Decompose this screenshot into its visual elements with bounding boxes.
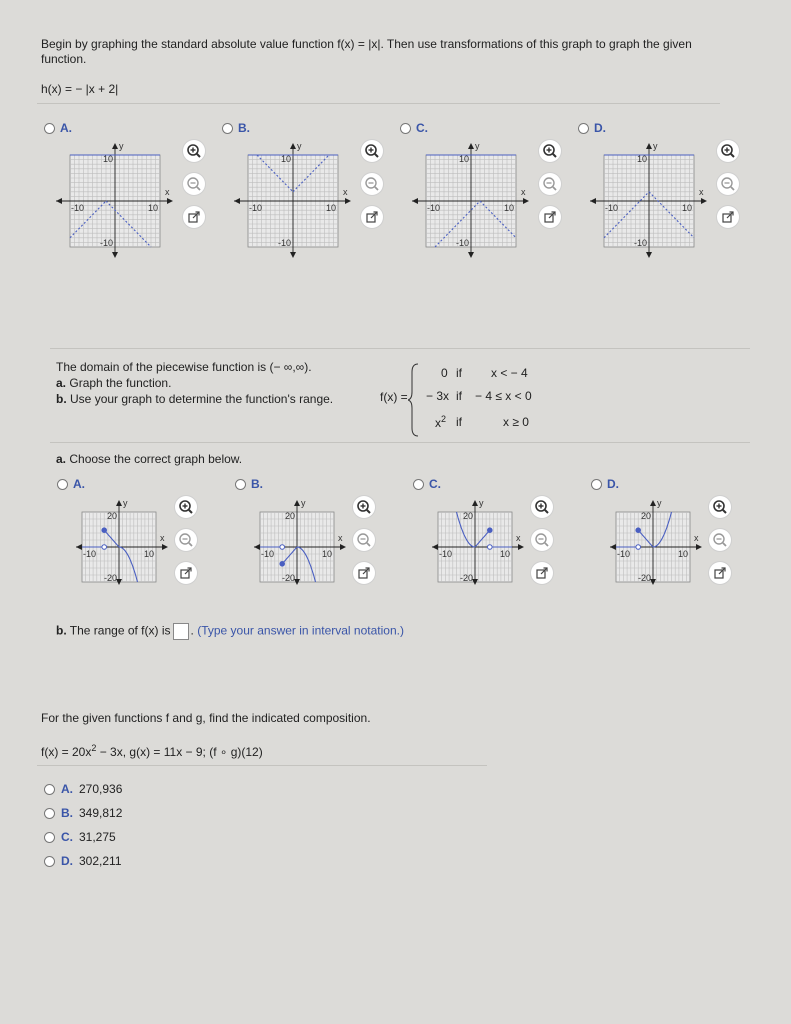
x-axis-arrow-left	[76, 544, 82, 550]
x-axis-label: x	[160, 533, 165, 543]
open-new-window-button[interactable]	[183, 206, 205, 228]
x-axis-arrow-left	[432, 544, 438, 550]
radio-button[interactable]	[44, 832, 55, 843]
q1-instruction-cont: function.	[41, 52, 87, 66]
x-axis-arrow-left	[610, 544, 616, 550]
q2-part-a: a. Graph the function.	[56, 376, 172, 390]
zoom-in-icon	[183, 140, 205, 162]
x-tick-label: 10	[147, 203, 158, 213]
divider	[50, 348, 750, 349]
radio-button[interactable]	[413, 479, 424, 490]
x-tick-label: -10	[249, 203, 263, 213]
x-tick-label: 10	[325, 203, 336, 213]
open-new-window-button[interactable]	[717, 206, 739, 228]
answer-option-a[interactable]	[44, 782, 122, 796]
zoom-in-icon	[717, 140, 739, 162]
x-tick-label: -10	[71, 203, 85, 213]
open-point	[280, 545, 285, 550]
y-axis-arrow-up	[472, 500, 478, 506]
piece-3-if: if	[456, 415, 462, 429]
zoom-in-button[interactable]	[531, 496, 553, 518]
x-tick-label: -10	[427, 203, 441, 213]
open-new-window-icon	[361, 206, 383, 228]
zoom-in-button[interactable]	[183, 140, 205, 162]
x-tick-label: -10	[617, 549, 631, 559]
option-b-radio[interactable]	[222, 121, 250, 135]
y-tick-label: 10	[458, 154, 469, 164]
zoom-in-button[interactable]	[717, 140, 739, 162]
zoom-out-icon	[709, 529, 731, 551]
radio-button[interactable]	[578, 123, 589, 134]
option-label: C.	[61, 830, 73, 844]
graph-svg	[72, 495, 172, 590]
zoom-out-icon	[353, 529, 375, 551]
graph-option-a	[72, 495, 172, 593]
graph-option-a	[52, 138, 177, 266]
graph-option-c	[428, 495, 528, 593]
x-axis-arrow-right	[696, 544, 702, 550]
closed-point	[280, 562, 285, 567]
option-d-radio[interactable]	[578, 121, 606, 135]
option-c-radio[interactable]	[413, 477, 441, 491]
option-label: C.	[429, 477, 441, 491]
open-point	[102, 545, 107, 550]
y-tick-label: 20	[462, 511, 473, 521]
option-label: D.	[607, 477, 619, 491]
zoom-in-icon	[175, 496, 197, 518]
option-label: D.	[61, 854, 73, 868]
closed-point	[102, 528, 107, 533]
radio-button[interactable]	[222, 123, 233, 134]
y-axis-label: y	[119, 141, 124, 151]
x-axis-arrow-left	[234, 198, 240, 204]
piece-1-cond: x < − 4	[491, 366, 528, 380]
open-new-window-icon	[353, 562, 375, 584]
y-tick-label: 20	[284, 511, 295, 521]
zoom-out-icon	[361, 173, 383, 195]
graph-svg	[52, 138, 177, 263]
x-axis-arrow-left	[590, 198, 596, 204]
open-point	[488, 545, 493, 550]
option-a-radio[interactable]	[44, 121, 72, 135]
range-hint: (Type your answer in interval notation.)	[197, 623, 404, 638]
range-answer-input[interactable]	[173, 623, 189, 640]
radio-button[interactable]	[44, 784, 55, 795]
zoom-out-button[interactable]	[175, 529, 197, 551]
answer-option-c[interactable]	[44, 830, 116, 844]
open-new-window-icon	[183, 206, 205, 228]
x-axis-arrow-left	[254, 544, 260, 550]
graph-svg	[606, 495, 706, 590]
closed-point	[488, 528, 493, 533]
x-axis-label: x	[338, 533, 343, 543]
y-axis-label: y	[653, 141, 658, 151]
zoom-in-button[interactable]	[361, 140, 383, 162]
zoom-out-button[interactable]	[717, 173, 739, 195]
x-axis-arrow-right	[518, 544, 524, 550]
x-axis-arrow-right	[162, 544, 168, 550]
radio-button[interactable]	[44, 856, 55, 867]
zoom-out-button[interactable]	[539, 173, 561, 195]
option-value: 349,812	[79, 806, 123, 820]
y-axis-arrow-up	[112, 143, 118, 149]
piece-1-if: if	[456, 366, 462, 380]
divider	[37, 765, 487, 766]
graph-svg	[586, 138, 711, 263]
graph-option-c	[408, 138, 533, 266]
zoom-out-button[interactable]	[709, 529, 731, 551]
x-tick-label: 10	[677, 549, 688, 559]
y-axis-arrow-up	[468, 143, 474, 149]
zoom-out-icon	[539, 173, 561, 195]
graph-option-d	[606, 495, 706, 593]
option-label: A.	[61, 782, 73, 796]
option-value: 302,211	[79, 854, 122, 868]
option-c-radio[interactable]	[400, 121, 428, 135]
zoom-out-icon	[717, 173, 739, 195]
x-axis-arrow-left	[412, 198, 418, 204]
y-axis-arrow-down	[468, 252, 474, 258]
radio-button[interactable]	[400, 123, 411, 134]
open-new-window-icon	[531, 562, 553, 584]
open-new-window-button[interactable]	[353, 562, 375, 584]
open-new-window-icon	[709, 562, 731, 584]
zoom-out-icon	[183, 173, 205, 195]
zoom-in-icon	[353, 496, 375, 518]
y-axis-arrow-up	[646, 143, 652, 149]
q2-range-prompt: b. The range of f(x) is . (Type your answer in interval notation.)	[56, 623, 404, 640]
option-value: 270,936	[79, 782, 123, 796]
x-axis-label: x	[521, 187, 526, 197]
radio-button[interactable]	[235, 479, 246, 490]
y-axis-arrow-down	[290, 252, 296, 258]
option-label: B.	[251, 477, 263, 491]
zoom-out-button[interactable]	[361, 173, 383, 195]
y-tick-label: -10	[455, 238, 469, 248]
x-tick-label: 10	[681, 203, 692, 213]
q3-functions: $f(x) = 20x^2 - 3x$, g(x) = 11x − 9; (f ∘ g)(12)	[41, 743, 263, 759]
radio-button[interactable]	[44, 808, 55, 819]
y-axis-arrow-down	[112, 252, 118, 258]
answer-option-d[interactable]	[44, 854, 122, 868]
y-tick-label: 20	[106, 511, 117, 521]
x-axis-arrow-right	[340, 544, 346, 550]
piece-2-cond: − 4 ≤ x < 0	[475, 389, 532, 403]
graph-option-b	[230, 138, 355, 266]
y-axis-arrow-up	[290, 143, 296, 149]
graph-svg	[408, 138, 533, 263]
x-axis-label: x	[165, 187, 170, 197]
x-tick-label: -10	[605, 203, 619, 213]
graph-svg	[428, 495, 528, 590]
q2-part-b: b. Use your graph to determine the function's range.	[56, 392, 334, 406]
piecewise-brace	[408, 362, 420, 438]
y-tick-label: -10	[277, 238, 291, 248]
piece-3-cond: x ≥ 0	[503, 415, 529, 429]
y-axis-label: y	[301, 498, 306, 508]
open-new-window-icon	[539, 206, 561, 228]
y-tick-label: -20	[459, 573, 473, 583]
option-b-radio[interactable]	[235, 477, 263, 491]
y-axis-label: y	[123, 498, 128, 508]
graph-svg	[250, 495, 350, 590]
y-axis-label: y	[475, 141, 480, 151]
x-tick-label: -10	[439, 549, 453, 559]
x-tick-label: 10	[143, 549, 154, 559]
y-axis-label: y	[297, 141, 302, 151]
zoom-in-button[interactable]	[539, 140, 561, 162]
zoom-in-icon	[709, 496, 731, 518]
divider	[37, 103, 720, 104]
option-d-radio[interactable]	[591, 477, 619, 491]
option-label: D.	[594, 121, 606, 135]
option-a-radio[interactable]	[57, 477, 85, 491]
zoom-in-button[interactable]	[175, 496, 197, 518]
open-new-window-icon	[175, 562, 197, 584]
piece-2-expr: − 3x	[426, 389, 450, 403]
option-value: 31,275	[79, 830, 116, 844]
zoom-out-icon	[175, 529, 197, 551]
option-label: C.	[416, 121, 428, 135]
y-tick-label: -20	[281, 573, 295, 583]
y-axis-arrow-up	[116, 500, 122, 506]
y-tick-label: 10	[280, 154, 291, 164]
x-tick-label: -10	[83, 549, 97, 559]
piece-3-expr: $x^2$	[435, 414, 447, 430]
graph-option-b	[250, 495, 350, 593]
divider	[50, 442, 750, 443]
x-axis-label: x	[343, 187, 348, 197]
y-tick-label: -20	[103, 573, 117, 583]
x-axis-label: x	[694, 533, 699, 543]
x-tick-label: 10	[503, 203, 514, 213]
q2-choose-prompt: a. Choose the correct graph below.	[56, 452, 243, 466]
zoom-out-button[interactable]	[531, 529, 553, 551]
x-axis-label: x	[516, 533, 521, 543]
open-new-window-button[interactable]	[539, 206, 561, 228]
y-axis-arrow-up	[650, 500, 656, 506]
zoom-in-icon	[539, 140, 561, 162]
q2-domain: The domain of the piecewise function is (− ∞,∞).	[56, 360, 312, 374]
open-new-window-button[interactable]	[361, 206, 383, 228]
q1-instruction: Begin by graphing the standard absolute value function f(x) = |x|. Then use transformations of this graph to graph the given	[41, 37, 692, 51]
y-axis-label: y	[657, 498, 662, 508]
zoom-in-button[interactable]	[709, 496, 731, 518]
x-axis-arrow-right	[701, 198, 707, 204]
q1-function: h(x) = − |x + 2|	[41, 82, 119, 96]
zoom-out-icon	[531, 529, 553, 551]
zoom-in-icon	[361, 140, 383, 162]
y-axis-label: y	[479, 498, 484, 508]
open-new-window-button[interactable]	[175, 562, 197, 584]
x-tick-label: 10	[321, 549, 332, 559]
x-axis-arrow-right	[345, 198, 351, 204]
option-label: B.	[61, 806, 73, 820]
y-tick-label: 20	[640, 511, 651, 521]
x-tick-label: -10	[261, 549, 275, 559]
zoom-out-button[interactable]	[183, 173, 205, 195]
x-axis-arrow-right	[167, 198, 173, 204]
y-tick-label: -10	[99, 238, 113, 248]
radio-button[interactable]	[591, 479, 602, 490]
y-tick-label: 10	[102, 154, 113, 164]
open-point	[636, 545, 641, 550]
closed-point	[636, 528, 641, 533]
option-label: A.	[60, 121, 72, 135]
option-label: B.	[238, 121, 250, 135]
y-tick-label: -10	[633, 238, 647, 248]
graph-option-d	[586, 138, 711, 266]
radio-button[interactable]	[44, 123, 55, 134]
zoom-in-icon	[531, 496, 553, 518]
y-axis-arrow-up	[294, 500, 300, 506]
x-axis-label: x	[699, 187, 704, 197]
radio-button[interactable]	[57, 479, 68, 490]
zoom-in-button[interactable]	[353, 496, 375, 518]
open-new-window-icon	[717, 206, 739, 228]
x-axis-arrow-right	[523, 198, 529, 204]
open-new-window-button[interactable]	[709, 562, 731, 584]
graph-svg	[230, 138, 355, 263]
piece-2-if: if	[456, 389, 462, 403]
piecewise-fx-label: f(x) =	[380, 390, 408, 404]
q3-instruction: For the given functions f and g, find the indicated composition.	[41, 711, 371, 725]
y-tick-label: 10	[636, 154, 647, 164]
option-label: A.	[73, 477, 85, 491]
answer-option-b[interactable]	[44, 806, 122, 820]
y-tick-label: -20	[637, 573, 651, 583]
zoom-out-button[interactable]	[353, 529, 375, 551]
piece-1-expr: 0	[441, 366, 448, 380]
x-axis-arrow-left	[56, 198, 62, 204]
x-tick-label: 10	[499, 549, 510, 559]
y-axis-arrow-down	[646, 252, 652, 258]
open-new-window-button[interactable]	[531, 562, 553, 584]
